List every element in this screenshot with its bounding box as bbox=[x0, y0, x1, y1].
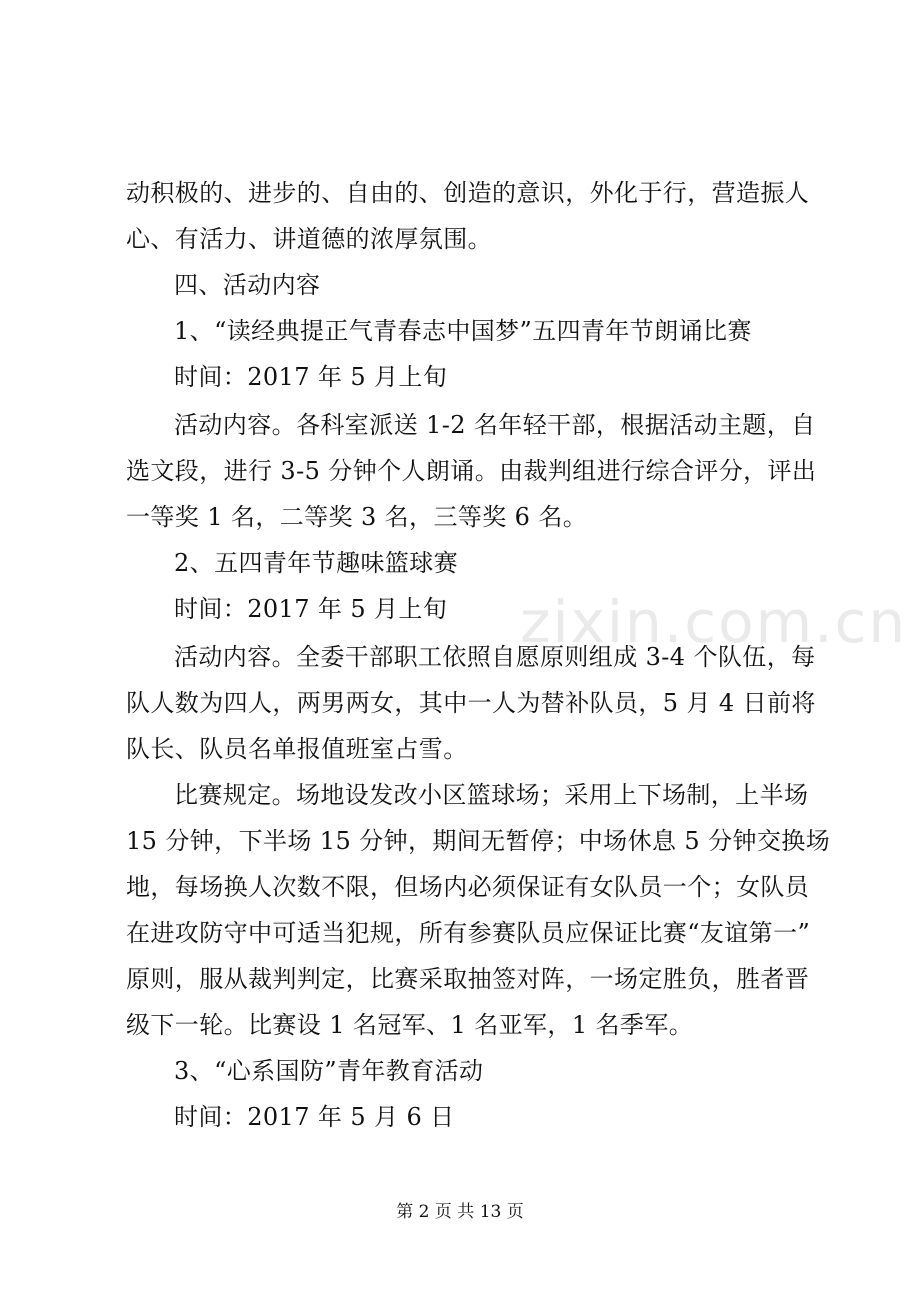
item-heading: 1、“读经典提正气青春志中国梦”五四青年节朗诵比赛 bbox=[174, 317, 752, 345]
paragraph-line: 原则，服从裁判判定，比赛采取抽签对阵，一场定胜负，胜者晋 bbox=[126, 965, 810, 993]
paragraph-line: 级下一轮。比赛设 1 名冠军、1 名亚军，1 名季军。 bbox=[126, 1011, 694, 1039]
watermark: zixin.com.cn bbox=[520, 588, 908, 656]
paragraph-line: 15 分钟，下半场 15 分钟，期间无暂停；中场休息 5 分钟交换场 bbox=[126, 827, 831, 855]
paragraph-line: 活动内容。各科室派送 1-2 名年轻干部，根据活动主题，自 bbox=[174, 411, 816, 439]
paragraph-line: 动积极的、进步的、自由的、创造的意识，外化于行，营造振人 bbox=[126, 179, 810, 207]
paragraph-line: 选文段，进行 3-5 分钟个人朗诵。由裁判组进行综合评分，评出 bbox=[126, 457, 817, 485]
paragraph-line: 队长、队员名单报值班室占雪。 bbox=[126, 735, 468, 763]
section-heading: 四、活动内容 bbox=[174, 271, 321, 299]
paragraph-line: 比赛规定。场地设发改小区篮球场；采用上下场制，上半场 bbox=[174, 781, 809, 809]
paragraph-line: 在进攻防守中可适当犯规，所有参赛队员应保证比赛“友谊第一” bbox=[126, 919, 811, 947]
time-line: 时间：2017 年 5 月上旬 bbox=[174, 595, 448, 623]
time-line: 时间：2017 年 5 月 6 日 bbox=[174, 1103, 455, 1131]
paragraph-line: 队人数为四人，两男两女，其中一人为替补队员，5 月 4 日前将 bbox=[126, 689, 816, 717]
page-footer: 第 2 页 共 13 页 bbox=[396, 1202, 524, 1222]
time-line: 时间：2017 年 5 月上旬 bbox=[174, 363, 448, 391]
paragraph-line: 一等奖 1 名，二等奖 3 名，三等奖 6 名。 bbox=[126, 503, 588, 531]
paragraph-line: 地，每场换人次数不限，但场内必须保证有女队员一个；女队员 bbox=[126, 873, 810, 901]
item-heading: 2、五四青年节趣味篮球赛 bbox=[174, 549, 459, 577]
paragraph-line: 心、有活力、讲道德的浓厚氛围。 bbox=[126, 225, 492, 253]
item-heading: 3、“心系国防”青年教育活动 bbox=[174, 1057, 484, 1085]
paragraph-line: 活动内容。全委干部职工依照自愿原则组成 3-4 个队伍，每 bbox=[174, 643, 816, 671]
